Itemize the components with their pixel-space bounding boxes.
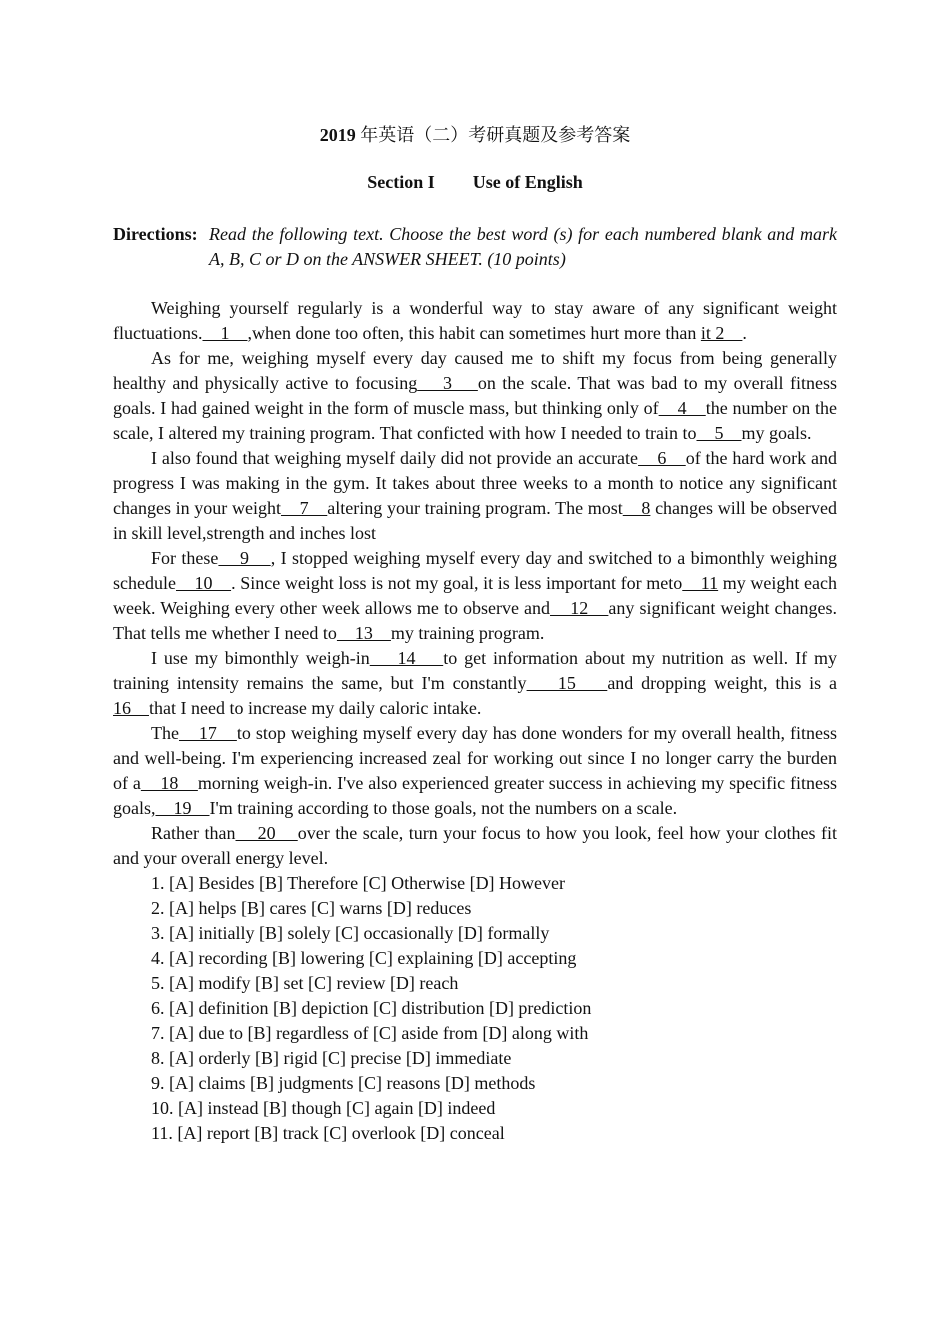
paragraph-6: The 17 to stop weighing myself every day has done wonders for my overall health, fitness and well-being. I'm experiencing increased zeal for working out since I no longer carry the burden of a 18 morning weigh-in. I've also experienced greater success in achieving my specific fitness goals, 19 I'm training according to those goals, not the numbers on a scale.: [113, 723, 838, 818]
blank-14: 14: [369, 648, 444, 668]
directions: [113, 222, 837, 272]
blank-19: 19: [155, 798, 210, 818]
directions-label: Directions:: [113, 224, 198, 244]
blank-9: 9: [218, 548, 271, 568]
blank-4: 4: [658, 398, 706, 418]
page-title: [0, 121, 950, 147]
passage-and-options: [113, 296, 837, 1146]
option-line-6: 6. [A] definition [B] depiction [C] distribution [D] prediction: [151, 998, 592, 1018]
blank-8: 8: [622, 498, 651, 518]
section-heading: [0, 172, 950, 193]
paragraph-5: I use my bimonthly weigh-in 14 to get information about my nutrition as well. If my training intensity remains the same, but I'm constantly 15 and dropping weight, this is a 16 that I need to increase my daily caloric intake.: [113, 648, 838, 718]
option-line-7: 7. [A] due to [B] regardless of [C] aside from [D] along with: [151, 1023, 589, 1043]
blank-13: 13: [336, 623, 391, 643]
blank-3: 3: [417, 373, 478, 393]
blank-6: 6: [638, 448, 686, 468]
blank-17: 17: [178, 723, 237, 743]
option-line-11: 11. [A] report [B] track [C] overlook [D] conceal: [151, 1123, 505, 1143]
option-line-4: 4. [A] recording [B] lowering [C] explaining [D] accepting: [151, 948, 577, 968]
paragraph-4: For these 9 , I stopped weighing myself every day and switched to a bimonthly weighing schedule 10 . Since weight loss is not my goal, it is less important for meto 11 my weight each week. Weighing every other week allows me to observe and 12 any significant weight changes. That tells me whether I need to 13 my training program.: [113, 548, 837, 643]
option-line-9: 9. [A] claims [B] judgments [C] reasons [D] methods: [151, 1073, 536, 1093]
blank-16: 16: [113, 698, 149, 718]
option-line-8: 8. [A] orderly [B] rigid [C] precise [D] immediate: [151, 1048, 512, 1068]
blank-12: 12: [550, 598, 609, 618]
option-line-10: 10. [A] instead [B] though [C] again [D] indeed: [151, 1098, 496, 1118]
blank-15: 15: [526, 673, 608, 693]
blank-7: 7: [280, 498, 328, 518]
blank-11: 11: [682, 573, 719, 593]
paragraph-2: As for me, weighing myself every day caused me to shift my focus from being generally healthy and physically active to focusing 3 on the scale. That was bad to my overall fitness goals. I had gained weight in the form of muscle mass, but thinking only of 4 the number on the scale, I altered my training program. That conficted with how I needed to train to 5 my goals.: [113, 348, 838, 443]
blank-2: it 2: [700, 323, 743, 343]
paragraph-7: Rather than 20 over the scale, turn your focus to how you look, feel how your clothes fit and your overall energy level.: [113, 823, 837, 868]
option-line-5: 5. [A] modify [B] set [C] review [D] reach: [151, 973, 459, 993]
blank-5: 5: [696, 423, 742, 443]
title-year: 2019: [319, 125, 356, 145]
section-name: Use of English: [472, 172, 583, 192]
blank-1: 1: [202, 323, 248, 343]
paragraph-3: I also found that weighing myself daily did not provide an accurate 6 of the hard work and progress I was making in the gym. It takes about three weeks to a month to notice any significant changes in your weight 7 altering your training program. The most 8 changes will be observed in skill level,strength and inches lost: [113, 448, 838, 543]
option-line-3: 3. [A] initially [B] solely [C] occasionally [D] formally: [151, 923, 550, 943]
option-line-2: 2. [A] helps [B] cares [C] warns [D] reduces: [151, 898, 472, 918]
blank-20: 20: [235, 823, 298, 843]
directions-text: Read the following text. Choose the best word (s) for each numbered blank and mark A, B, C or D on the ANSWER SHEET. (10 points): [209, 224, 837, 269]
section-number: Section I: [367, 172, 435, 192]
title-text: 年英语（二）考研真题及参考答案: [355, 125, 631, 145]
option-line-1: 1. [A] Besides [B] Therefore [C] Otherwise [D] However: [151, 873, 566, 893]
paragraph-1: Weighing yourself regularly is a wonderful way to stay aware of any significant weight fluctuations. 1 ,when done too often, this habit can sometimes hurt more than it 2 .: [113, 298, 837, 343]
blank-10: 10: [175, 573, 232, 593]
blank-18: 18: [140, 773, 198, 793]
